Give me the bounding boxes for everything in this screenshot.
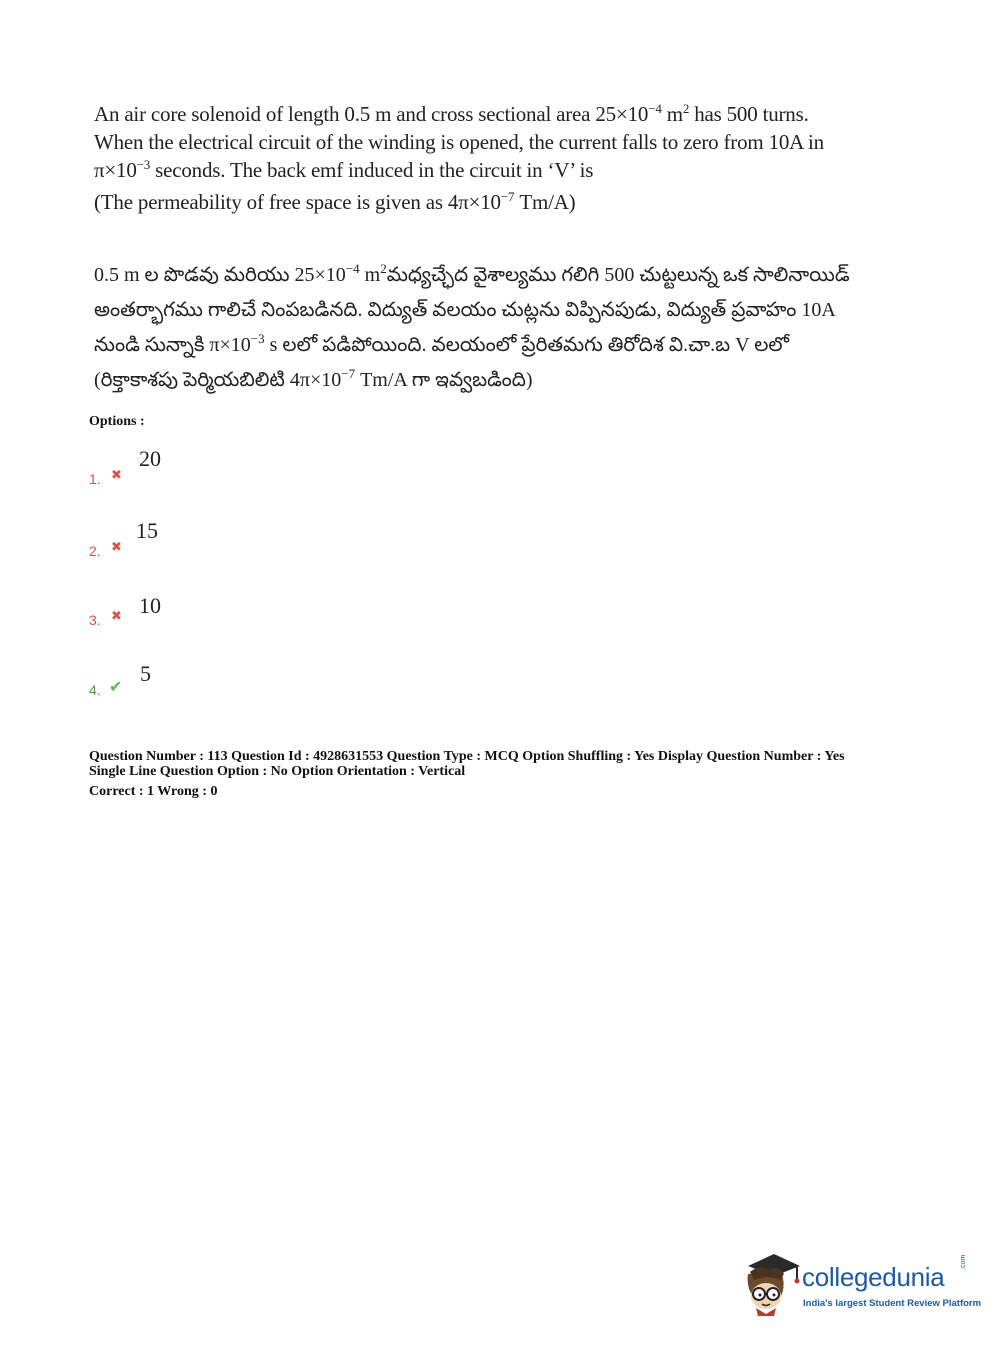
option-value: 5 [140,661,151,686]
meta-line-1: Question Number : 113 Question Id : 4928631553 Question Type : MCQ Option Shuffling : Yes Display Question Number : Yes [89,749,845,764]
question-te-line-1 [94,258,894,293]
question-telugu [94,258,894,398]
logo-name: collegedunia [802,1262,945,1292]
question-te-line-4 [94,363,894,398]
exponent: 2 [380,261,387,276]
text: నుండి సున్నాకి π×10 [94,334,251,356]
text: π×10 [94,158,137,182]
option-number: 2. [89,543,101,559]
check-icon: ✔ [109,677,123,696]
question-en-line-1 [94,100,894,128]
correct-wrong-marks: Correct : 1 Wrong : 0 [89,784,218,799]
exponent: −3 [136,157,151,172]
cross-icon: ✖ [111,609,122,624]
text: has 500 turns. [689,102,809,126]
logo-suffix: .com [960,1254,967,1270]
question-en-line-2: When the electrical circuit of the winding is opened, the current falls to zero from 10A in [94,130,824,154]
question-te-line-3 [94,328,894,363]
exponent: 2 [682,101,690,116]
text: మధ్యచ్ఛేద వైశాల్యము గలిగి 500 చుట్టలున్న ఒక సాలినాయిడ్ [386,264,850,286]
question-english [94,100,894,216]
option-2[interactable] [89,518,289,558]
option-value: 10 [139,593,161,618]
text: Tm/A) [514,190,576,214]
option-number: 4. [89,682,101,698]
text: (రిక్తాకాశపు పెర్మియబిలిటి 4π×10 [94,369,342,391]
exponent: −7 [500,189,515,204]
text: s లలో పడిపోయింది. వలయంలో ప్రేరితమగు తిరోదిశ వి.చా.బ V లలో [264,334,790,356]
mascot-icon [740,1248,804,1318]
option-1[interactable] [89,446,289,486]
question-meta [89,749,949,779]
option-number: 3. [89,612,101,628]
options-label: Options : [89,414,145,429]
text: m [661,102,683,126]
option-3[interactable] [89,593,289,633]
option-number: 1. [89,471,101,487]
cross-icon: ✖ [111,468,122,483]
exponent: −7 [341,366,356,381]
option-value: 20 [139,446,161,471]
option-4[interactable] [89,661,289,701]
collegedunia-logo [740,1248,980,1318]
text: (The permeability of free space is given as 4π×10 [94,190,501,214]
text: m [359,264,381,286]
meta-line-2: Single Line Question Option : No Option Orientation : Vertical [89,764,466,779]
exponent: −3 [250,331,265,346]
text: Tm/A గా ఇవ్వబడింది) [355,369,533,391]
cross-icon: ✖ [111,540,122,555]
logo-tagline: India's largest Student Review Platform [803,1298,982,1309]
question-en-line-4 [94,188,894,216]
text: 0.5 m ల పొడవు మరియు 25×10 [94,264,346,286]
option-value: 15 [136,518,158,543]
question-te-line-2: అంతర్భాగము గాలిచే నింపబడినది. విద్యుత్ వలయం చుట్లను విప్పినపుడు, విద్యుత్ ప్రవాహం 10A [94,299,836,321]
exponent: −4 [648,101,662,116]
text: seconds. The back emf induced in the circuit in ‘V’ is [150,158,594,182]
question-en-line-3 [94,156,894,184]
exponent: −4 [345,261,360,276]
text: An air core solenoid of length 0.5 m and cross sectional area 25×10 [94,102,649,126]
